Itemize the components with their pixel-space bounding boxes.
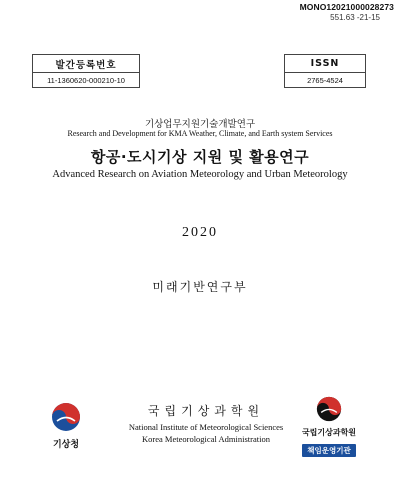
program-title-english: Research and Development for KMA Weather, Climate, and Earth system Services <box>67 129 333 138</box>
issn-number: 2765-4524 <box>285 73 366 88</box>
publication-year: 2020 <box>182 225 218 240</box>
issn-box <box>284 54 366 88</box>
department-name: 미래기반연구부 <box>152 280 248 294</box>
registration-box <box>32 54 140 88</box>
nims-logo <box>294 396 364 457</box>
administration-name-english: Korea Meteorological Administration <box>142 434 270 444</box>
agency-badge: 책임운영기관 <box>302 444 355 457</box>
report-title-korean: 항공·도시기상 지원 및 활용연구 <box>90 148 310 166</box>
registration-label: 발간등록번호 <box>33 55 140 73</box>
report-title-english: Advanced Research on Aviation Meteorology and Urban Meteorology <box>52 169 348 180</box>
catalog-code: MONO12021000028273 <box>299 2 394 12</box>
kma-logo-label: 기상청 <box>52 440 80 450</box>
nims-logo-label: 국립기상과학원 <box>301 428 357 437</box>
institute-name-english: National Institute of Meteorological Sciences <box>128 422 284 432</box>
registration-number: 11-1360620-000210-10 <box>33 73 140 88</box>
institute-name-korean: 국립기상과학원 <box>147 404 265 418</box>
catalog-stamp <box>300 2 394 22</box>
kma-emblem-icon <box>51 402 81 432</box>
call-number: 551.63 -21-15 <box>330 13 380 22</box>
program-title-korean: 기상업무지원기술개발연구 <box>144 119 256 130</box>
kma-logo <box>46 402 86 450</box>
issn-label: ISSN <box>285 55 366 73</box>
nims-emblem-icon <box>316 396 342 422</box>
